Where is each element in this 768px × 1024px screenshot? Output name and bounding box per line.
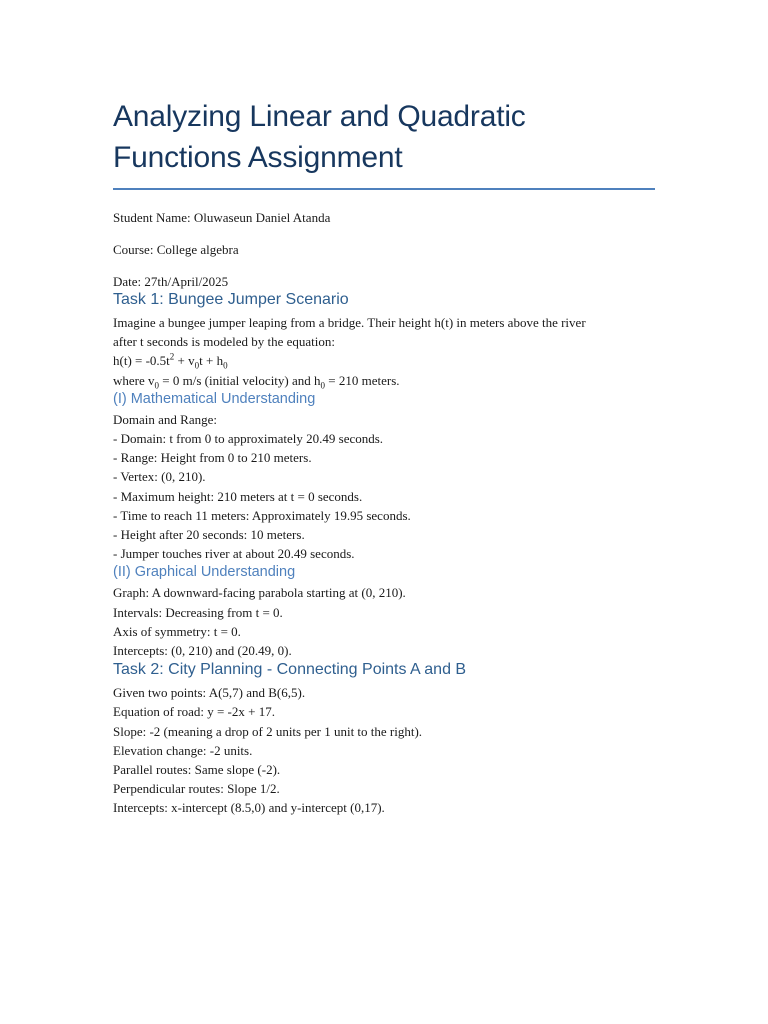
- section1-line: Domain and Range:: [113, 411, 217, 427]
- task2-line: Slope: -2 (meaning a drop of 2 units per 1 unit to the right).: [113, 723, 423, 739]
- task2-line: Equation of road: y = -2x + 17.: [113, 704, 275, 720]
- task2-body: [113, 683, 655, 817]
- task1-intro-line-1: Imagine a bungee jumper leaping from a bridge. Their height h(t) in meters above the river: [113, 315, 586, 330]
- section2-line: Axis of symmetry: t = 0.: [113, 623, 241, 639]
- section1-line: - Vertex: (0, 210).: [113, 469, 206, 485]
- task1-body: [113, 313, 655, 390]
- student-name: Student Name: Oluwaseun Daniel Atanda: [113, 210, 331, 225]
- title-divider: [113, 188, 655, 190]
- section2-line: Intercepts: (0, 210) and (20.49, 0).: [113, 643, 292, 659]
- section2-line: Intervals: Decreasing from t = 0.: [113, 604, 283, 620]
- document-title: [113, 96, 655, 178]
- section1-line: - Time to reach 11 meters: Approximately 19.95 seconds.: [113, 507, 411, 523]
- section2-body: [113, 583, 655, 660]
- section2-heading: (II) Graphical Understanding: [113, 564, 296, 581]
- task2-line: Parallel routes: Same slope (-2).: [113, 762, 281, 778]
- section1-heading: (I) Mathematical Understanding: [113, 390, 316, 407]
- section1-line: - Maximum height: 210 meters at t = 0 seconds.: [113, 488, 363, 504]
- title-line-1: Analyzing Linear and Quadratic: [113, 100, 526, 133]
- document-content: [113, 96, 655, 818]
- task1-where: where $v_0 = 0$ m/s (initial velocity) and $h_0 = 210$ meters.: [113, 372, 400, 391]
- section1-line: - Domain: t from 0 to approximately 20.49 seconds.: [113, 431, 384, 447]
- section1-body: [113, 410, 655, 564]
- course-name: Course: College algebra: [113, 242, 239, 257]
- task1-equation: $h(t) = -0.5t^2 + v_0t + h_0$: [113, 352, 228, 371]
- task2-line: Intercepts: x-intercept (8.5,0) and y-intercept (0,17).: [113, 800, 385, 816]
- section1-line: - Jumper touches river at about 20.49 seconds.: [113, 546, 355, 562]
- title-line-2: Functions Assignment: [113, 141, 403, 174]
- task1-heading: Task 1: Bungee Jumper Scenario: [113, 291, 349, 308]
- assignment-date: Date: 27th/April/2025: [113, 274, 229, 289]
- task2-line: Perpendicular routes: Slope 1/2.: [113, 781, 280, 797]
- task2-line: Given two points: A(5,7) and B(6,5).: [113, 685, 306, 701]
- section1-line: - Range: Height from 0 to 210 meters.: [113, 450, 312, 466]
- task2-heading: Task 2: City Planning - Connecting Points A and B: [113, 661, 467, 679]
- task1-intro-line-2: after t seconds is modeled by the equation:: [113, 334, 336, 350]
- section2-line: Graph: A downward-facing parabola starting at (0, 210).: [113, 585, 406, 601]
- section1-line: - Height after 20 seconds: 10 meters.: [113, 527, 305, 543]
- task2-line: Elevation change: -2 units.: [113, 742, 253, 758]
